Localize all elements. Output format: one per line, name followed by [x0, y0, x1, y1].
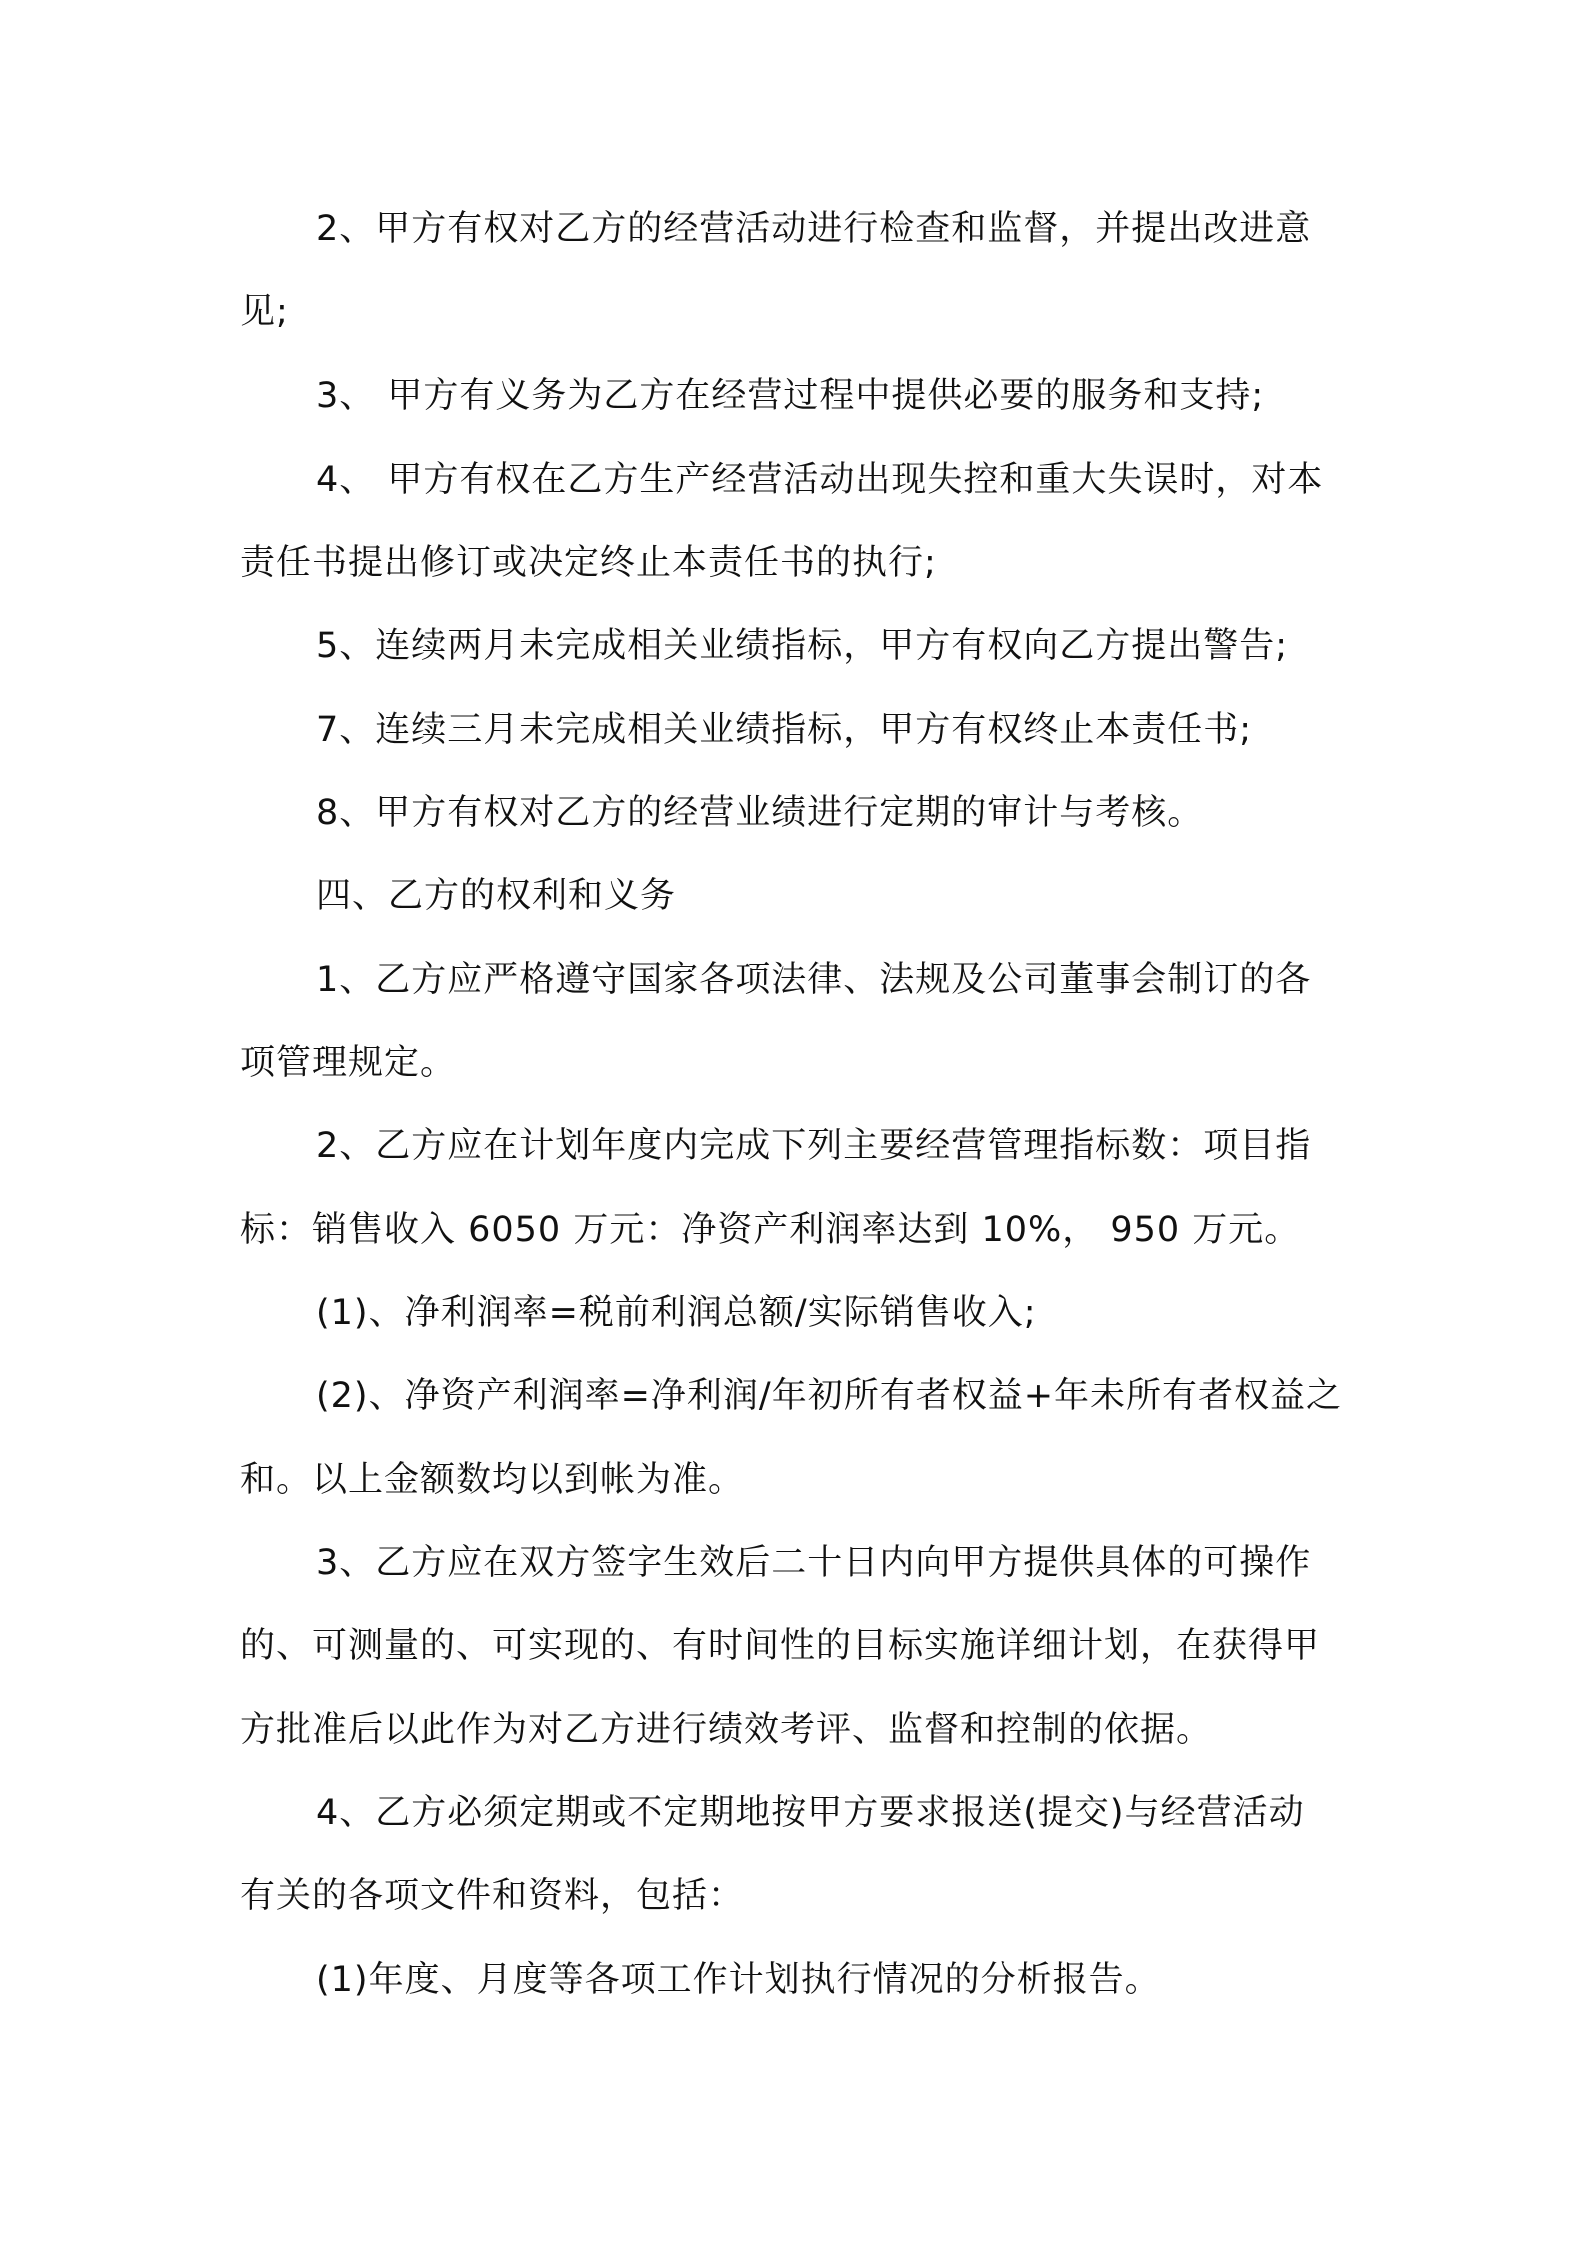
- paragraph-line: 7、连续三月未完成相关业绩指标，甲方有权终止本责任书;: [316, 710, 1253, 750]
- paragraph-line: 3、乙方应在双方签字生效后二十日内向甲方提供具体的可操作: [316, 1543, 1312, 1583]
- paragraph-line: (1)、净利润率=税前利润总额/实际销售收入;: [316, 1293, 1037, 1333]
- paragraph-line: 的、可测量的、可实现的、有时间性的目标实施详细计划，在获得甲: [240, 1626, 1321, 1666]
- paragraph-line: 有关的各项文件和资料，包括：: [240, 1876, 745, 1916]
- paragraph-line: 标：销售收入 6050 万元：净资产利润率达到 10%， 950 万元。: [240, 1210, 1301, 1250]
- paragraph-line: 4、 甲方有权在乙方生产经营活动出现失控和重大失误时，对本: [316, 460, 1324, 500]
- paragraph-line: 2、甲方有权对乙方的经营活动进行检查和监督，并提出改进意: [316, 209, 1312, 249]
- paragraph-line: 和。以上金额数均以到帐为准。: [240, 1460, 745, 1500]
- paragraph-line: 4、乙方必须定期或不定期地按甲方要求报送(提交)与经营活动: [316, 1793, 1305, 1833]
- section-heading: 四、乙方的权利和义务: [316, 876, 677, 916]
- paragraph-line: 1、乙方应严格遵守国家各项法律、法规及公司董事会制订的各: [316, 960, 1312, 1000]
- paragraph-line: 责任书提出修订或决定终止本责任书的执行;: [240, 543, 937, 583]
- paragraph-line: (1)年度、月度等各项工作计划执行情况的分析报告。: [316, 1960, 1161, 2000]
- paragraph-line: 项管理规定。: [240, 1043, 457, 1083]
- paragraph-line: 见;: [240, 292, 289, 332]
- paragraph-line: 2、乙方应在计划年度内完成下列主要经营管理指标数：项目指: [316, 1126, 1312, 1166]
- paragraph-line: (2)、净资产利润率=净利润/年初所有者权益+年未所有者权益之: [316, 1376, 1343, 1416]
- paragraph-line: 8、甲方有权对乙方的经营业绩进行定期的审计与考核。: [316, 793, 1204, 833]
- paragraph-line: 5、连续两月未完成相关业绩指标，甲方有权向乙方提出警告;: [316, 626, 1289, 666]
- paragraph-line: 3、 甲方有义务为乙方在经营过程中提供必要的服务和支持;: [316, 376, 1265, 416]
- paragraph-line: 方批准后以此作为对乙方进行绩效考评、监督和控制的依据。: [240, 1710, 1213, 1750]
